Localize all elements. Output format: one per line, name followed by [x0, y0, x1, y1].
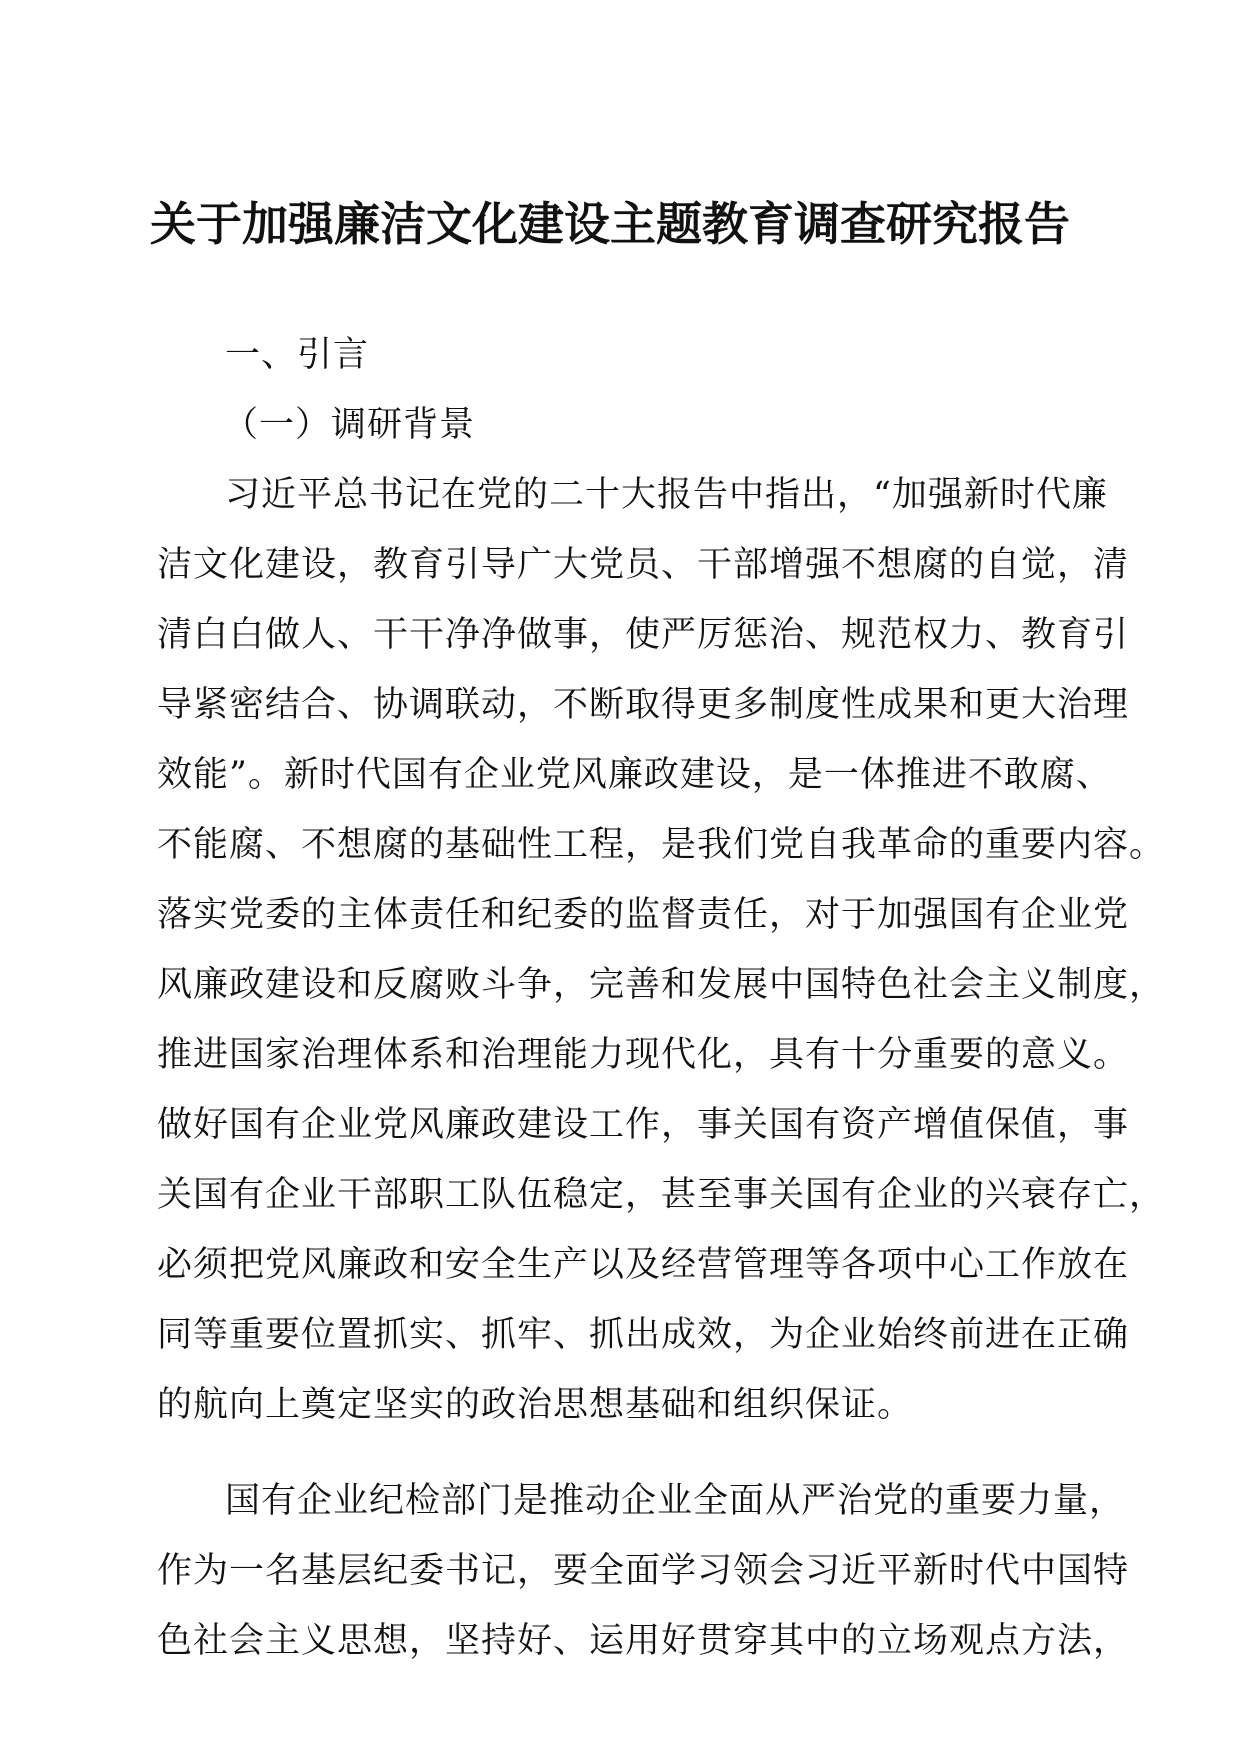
- paragraph-line: 关国有企业干部职工队伍稳定，甚至事关国有企业的兴衰存亡，: [157, 1175, 1166, 1215]
- paragraph-line: 落实党委的主体责任和纪委的监督责任，对于加强国有企业党: [157, 895, 1130, 935]
- paragraph-line: 导紧密结合、协调联动，不断取得更多制度性成果和更大治理: [157, 685, 1130, 725]
- paragraph-line: 的航向上奠定坚实的政治思想基础和组织保证。: [157, 1385, 914, 1425]
- paragraph-line: 洁文化建设，教育引导广大党员、干部增强不想腐的自觉，清: [157, 545, 1130, 585]
- document-body: [157, 320, 1166, 1676]
- document-title: 关于加强廉洁文化建设主题教育调查研究报告: [150, 197, 1070, 251]
- paragraph-line: 同等重要位置抓实、抓牢、抓出成效，为企业始终前进在正确: [157, 1315, 1130, 1355]
- paragraph-line: 推进国家治理体系和治理能力现代化，具有十分重要的意义。: [157, 1035, 1130, 1075]
- paragraph-line: 做好国有企业党风廉政建设工作，事关国有资产增值保值，事: [157, 1105, 1130, 1145]
- paragraph-line: 效能”。新时代国有企业党风廉政建设，是一体推进不敢腐、: [157, 755, 1112, 795]
- subsection-heading: （一）调研背景: [223, 405, 476, 445]
- paragraph-line: 必须把党风廉政和安全生产以及经营管理等各项中心工作放在: [157, 1245, 1130, 1285]
- paragraph-line: 国有企业纪检部门是推动企业全面从严治党的重要力量，: [225, 1481, 1126, 1521]
- paragraph-line: 风廉政建设和反腐败斗争，完善和发展中国特色社会主义制度，: [157, 965, 1166, 1005]
- paragraph-line: 作为一名基层纪委书记，要全面学习领会习近平新时代中国特: [157, 1551, 1130, 1591]
- paragraph-line: 不能腐、不想腐的基础性工程，是我们党自我革命的重要内容。: [157, 825, 1166, 865]
- paragraph-line: 色社会主义思想，坚持好、运用好贯穿其中的立场观点方法，: [157, 1621, 1130, 1661]
- paragraph-2: [157, 1466, 1130, 1676]
- paragraph-line: 清白白做人、干干净净做事，使严厉惩治、规范权力、教育引: [157, 615, 1130, 655]
- paragraph-1: [157, 460, 1166, 1440]
- section-heading: 一、引言: [225, 335, 370, 375]
- paragraph-line: 习近平总书记在党的二十大报告中指出，“加强新时代廉: [225, 475, 1108, 515]
- paragraph-gap: [157, 1440, 1087, 1466]
